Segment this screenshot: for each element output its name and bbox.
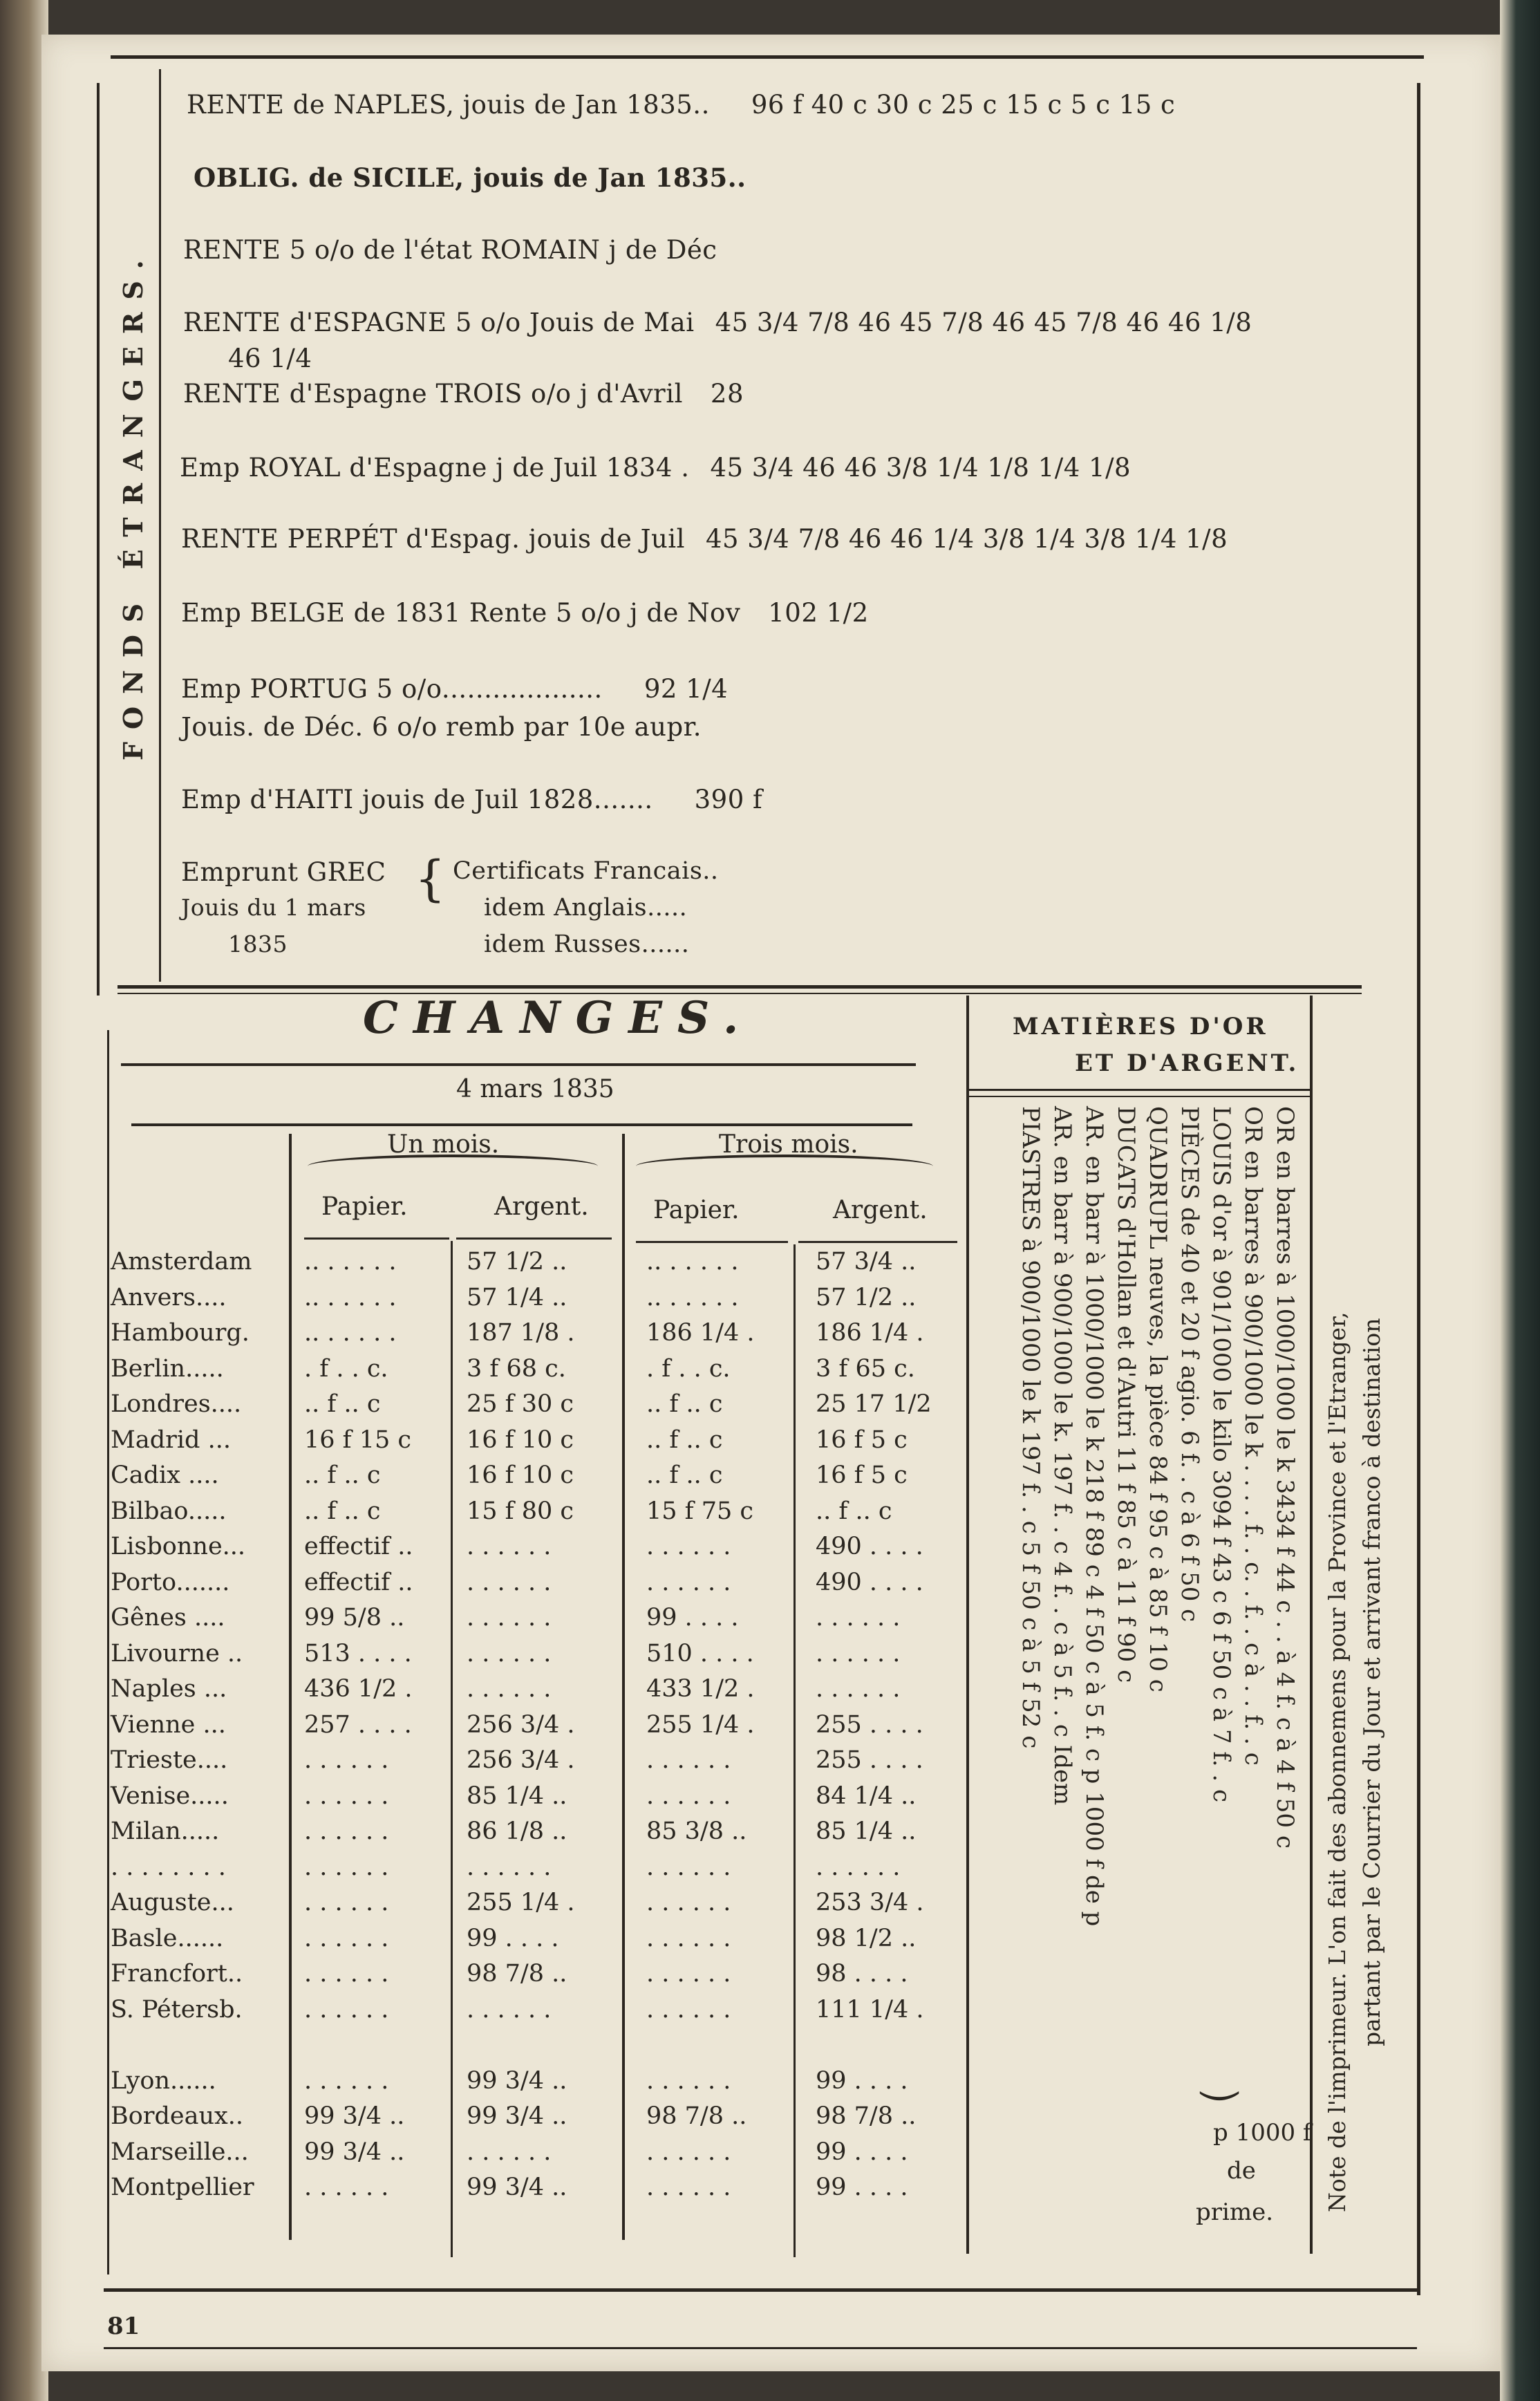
changes-title-rule [121, 1063, 916, 1066]
rate-cell: effectif .. [304, 1568, 413, 1596]
city-name: Trieste.... [111, 1746, 228, 1774]
papier-header-1: Papier. [321, 1193, 408, 1221]
rate-cell: 436 1/2 . [304, 1675, 413, 1703]
matieres-footnote-3: prime. [1196, 2198, 1274, 2226]
city-name: Amsterdam [111, 1248, 252, 1276]
city-name: Bilbao..... [111, 1497, 227, 1525]
rate-cell: . . . . . . [646, 2138, 731, 2166]
rate-cell: 57 1/4 .. [467, 1283, 567, 1311]
rate-cell: 16 f 10 c [467, 1461, 574, 1489]
matieres-line: PIASTRES à 900/1000 le k 197 f. . c 5 f 50 c à 5 f 52 c [1017, 1106, 1044, 1749]
rate-cell: . . . . . . [816, 1604, 901, 1632]
fonds-row-grec-sub2: 1835 [228, 931, 288, 957]
city-name: Porto....... [111, 1568, 230, 1596]
fonds-row-haiti: Emp d'HAITI jouis de Juil 1828....... 390 f [181, 785, 763, 814]
rate-cell: 490 . . . . [816, 1533, 923, 1560]
fonds-row-portug-sub: Jouis. de Déc. 6 o/o remb par 10e aupr. [181, 712, 702, 742]
changes-title: CHANGES. [363, 992, 754, 1044]
fonds-row-portug: Emp PORTUG 5 o/o................... 92 1/4 [181, 674, 729, 704]
fonds-row-romain: RENTE 5 o/o de l'état ROMAIN j de Déc [183, 235, 717, 265]
rate-cell: .. . . . . . [304, 1319, 397, 1347]
rate-cell: . . . . . . [646, 1746, 731, 1774]
fonds-row-sicile: OBLIG. de SICILE, jouis de Jan 1835.. [194, 162, 746, 193]
rate-cell: 256 3/4 . [467, 1710, 575, 1739]
rate-cell: 255 . . . . [816, 1746, 923, 1774]
rate-cell: 99 3/4 .. [467, 2174, 567, 2201]
rate-cell: .. . . . . . [304, 1283, 397, 1311]
rate-cell: 3 f 68 c. [467, 1354, 566, 1383]
rate-cell: 99 . . . . [467, 1924, 559, 1952]
matieres-line: DUCATS d'Hollan et d'Autri 11 f 85 c à 11 f 90 c [1112, 1106, 1140, 1683]
rate-cell: . . . . . . [816, 1639, 901, 1667]
rate-cell: 99 . . . . [816, 2066, 908, 2095]
city-name: Montpellier [111, 2174, 254, 2201]
rate-cell: 99 3/4 .. [304, 2138, 405, 2166]
rate-cell: 85 1/4 .. [816, 1818, 917, 1845]
rate-cell: 257 . . . . [304, 1710, 412, 1739]
matieres-line: AR. en barr à 900/1000 le k. 197 f. . c 4 f. . c à 5 f. . c Idem [1049, 1106, 1076, 1806]
rate-cell: 98 7/8 .. [816, 2102, 917, 2130]
bottom-rule-2 [104, 2347, 1417, 2349]
rate-cell: . . . . . . [304, 2174, 389, 2201]
rate-cell: 98 7/8 .. [467, 1960, 567, 1988]
fonds-etrangers-label: FONDS ÉTRANGERS. [118, 247, 149, 760]
rate-cell: .. f .. c [304, 1390, 381, 1418]
rate-cell: 433 1/2 . [646, 1675, 755, 1703]
right-rule [1417, 83, 1420, 2295]
rate-cell: 187 1/8 . [467, 1319, 575, 1347]
rate-cell: . . . . . . [304, 1782, 389, 1810]
papier-underline-1 [304, 1237, 449, 1240]
rate-cell: 510 . . . . [646, 1639, 754, 1667]
un-mois-header: Un mois. [387, 1130, 500, 1159]
papier-argent-rule-3 [794, 1244, 796, 2257]
matieres-line: OR en barres à 1000/1000 le k 3434 f 44 c . . à 4 f. c à 4 f 50 c [1271, 1106, 1299, 1849]
matieres-line: PIÈCES de 40 et 20 f agio. 6 f. . c à 6 f 50 c [1176, 1106, 1203, 1623]
rate-cell: 99 3/4 .. [304, 2102, 405, 2130]
grec-item-2: idem Anglais..... [484, 894, 688, 922]
rate-cell: 15 f 80 c [467, 1497, 574, 1525]
city-name: Berlin..... [111, 1354, 224, 1383]
matieres-title-1: MATIÈRES D'OR [1013, 1013, 1268, 1040]
page-mark: 81 [107, 2313, 140, 2340]
rate-cell: .. f .. c [304, 1497, 381, 1525]
city-name: Basle...... [111, 1924, 224, 1952]
fonds-row-royal: Emp ROYAL d'Espagne j de Juil 1834 . 45 3/4 46 46 3/8 1/4 1/8 1/4 1/8 [180, 453, 1131, 483]
rate-cell: 15 f 75 c [646, 1497, 754, 1525]
papier-underline-3 [636, 1241, 788, 1243]
rate-cell: 99 3/4 .. [467, 2066, 567, 2095]
fonds-row-grec-sub1: Jouis du 1 mars [181, 894, 366, 921]
matieres-line: AR. en barr à 1000/1000 le k 218 f 89 c 4 f 50 c à 5 f. c p 1000 f de p [1080, 1106, 1108, 1927]
rate-cell: . . . . . . [646, 1782, 731, 1810]
matieres-title-2: ET D'ARGENT. [1075, 1049, 1299, 1077]
trois-mois-header: Trois mois. [719, 1130, 858, 1159]
rate-cell: . . . . . . [816, 1675, 901, 1703]
printer-note-line-2: partant par le Courrier du Jour et arrivant franco à destination [1358, 1318, 1385, 2046]
rate-cell: . . . . . . [646, 1533, 731, 1560]
rate-cell: 16 f 10 c [467, 1426, 574, 1454]
argent-underline-1 [456, 1237, 612, 1240]
rate-cell: 85 1/4 .. [467, 1782, 567, 1810]
rate-cell: . . . . . . [646, 1924, 731, 1952]
city-name: Madrid ... [111, 1426, 231, 1454]
trois-mois-brace [636, 1155, 933, 1178]
rate-cell: 57 1/2 .. [467, 1248, 567, 1276]
rate-cell: 513 . . . . [304, 1639, 412, 1667]
rate-cell: . . . . . . [816, 1853, 901, 1881]
city-name: S. Pétersb. [111, 1995, 243, 2024]
argent-header-1: Argent. [494, 1193, 589, 1221]
rate-cell: . . . . . . [646, 1853, 731, 1881]
rate-cell: . f . . c. [646, 1354, 731, 1383]
rate-cell: 99 . . . . [816, 2138, 908, 2166]
argent-header-3: Argent. [833, 1196, 928, 1224]
left-rule-inner [159, 69, 161, 982]
rate-cell: 57 3/4 .. [816, 1248, 917, 1276]
city-name: Lisbonne... [111, 1533, 246, 1560]
rate-cell: . f . . c. [304, 1354, 388, 1383]
matieres-brace: ⏝ [1199, 2050, 1239, 2098]
changes-date: 4 mars 1835 [456, 1075, 614, 1103]
rate-cell: . . . . . . [304, 1960, 389, 1988]
rate-cell: . . . . . . [304, 1818, 389, 1845]
grec-item-3: idem Russes...... [484, 931, 690, 958]
rate-cell: 16 f 5 c [816, 1461, 908, 1489]
matieres-title-rule [968, 1089, 1310, 1091]
rate-cell: 99 5/8 .. [304, 1604, 405, 1632]
rate-cell: . . . . . . [304, 1924, 389, 1952]
fonds-row-espagne-trois: RENTE d'Espagne TROIS o/o j d'Avril 28 [183, 379, 744, 409]
rate-cell: .. f .. c [646, 1461, 723, 1489]
rate-cell: . . . . . . [304, 1995, 389, 2024]
rate-cell: 255 . . . . [816, 1710, 923, 1739]
rate-cell: 99 . . . . [816, 2174, 908, 2201]
rate-cell: 25 17 1/2 [816, 1390, 932, 1418]
matieres-footnote-1: p 1000 f [1213, 2119, 1312, 2147]
rate-cell: . . . . . . [646, 2174, 731, 2201]
fonds-row-naples: RENTE de NAPLES, jouis de Jan 1835.. 96 f 40 c 30 c 25 c 15 c 5 c 15 c [187, 90, 1176, 120]
rate-cell: 86 1/8 .. [467, 1818, 567, 1845]
changes-left-rule [107, 1030, 109, 2274]
rate-cell: 186 1/4 . [646, 1319, 755, 1347]
rate-cell: . . . . . . [304, 1889, 389, 1916]
rate-cell: . . . . . . [467, 1995, 552, 2024]
fonds-changes-separator [118, 985, 1362, 989]
rate-cell: 253 3/4 . [816, 1889, 924, 1916]
rate-cell: .. f .. c [304, 1461, 381, 1489]
city-name: Vienne ... [111, 1710, 226, 1739]
changes-date-rule [131, 1123, 912, 1126]
fonds-row-grec: Emprunt GREC [181, 857, 386, 887]
matieres-col-rule [966, 996, 969, 2254]
rate-cell: . . . . . . [304, 2066, 389, 2095]
rate-cell: 84 1/4 .. [816, 1782, 917, 1810]
rate-cell: .. . . . . . [646, 1283, 739, 1311]
rate-cell: 111 1/4 . [816, 1995, 924, 2024]
left-rule [97, 83, 100, 996]
rate-cell: . . . . . . [646, 1995, 731, 2024]
rate-cell: 85 3/8 .. [646, 1818, 747, 1845]
rate-cell: 57 1/2 .. [816, 1283, 917, 1311]
city-name: Lyon...... [111, 2066, 216, 2095]
fonds-row-belge: Emp BELGE de 1831 Rente 5 o/o j de Nov 102 1/2 [181, 598, 869, 628]
rate-cell: 99 . . . . [646, 1604, 739, 1632]
rate-cell: . . . . . . [467, 1639, 552, 1667]
city-name: Venise..... [111, 1782, 229, 1810]
rate-cell: 98 . . . . [816, 1960, 908, 1988]
rate-cell: 490 . . . . [816, 1568, 923, 1596]
rate-cell: .. f .. c [816, 1497, 892, 1525]
city-name: Londres.... [111, 1390, 242, 1418]
rate-cell: .. . . . . . [646, 1248, 739, 1276]
rate-cell: 256 3/4 . [467, 1746, 575, 1774]
city-name: Auguste... [111, 1889, 234, 1916]
rate-cell: 186 1/4 . [816, 1319, 924, 1347]
rate-cell: . . . . . . [467, 1568, 552, 1596]
rate-cell: . . . . . . [467, 1533, 552, 1560]
rate-cell: . . . . . . [467, 1675, 552, 1703]
matieres-line: OR en barres à 900/1000 le k . . . . f. . c. . f. . c à . . f. . c [1239, 1106, 1267, 1766]
fonds-row-espagne: RENTE d'ESPAGNE 5 o/o Jouis de Mai 45 3/4 7/8 46 45 7/8 46 45 7/8 46 46 1/8 [183, 308, 1252, 337]
matieres-footnote-2: de [1227, 2157, 1256, 2185]
grec-item-1: Certificats Francais.. [453, 857, 719, 885]
rate-cell: 16 f 15 c [304, 1426, 412, 1454]
rate-cell: . . . . . . [646, 1568, 731, 1596]
matieres-title-rule-2 [968, 1096, 1310, 1097]
rate-cell: 3 f 65 c. [816, 1354, 915, 1383]
fonds-row-espagne-cont: 46 1/4 [228, 344, 312, 373]
papier-argent-rule-1 [451, 1241, 453, 2257]
book-edge [1500, 0, 1540, 2401]
rate-cell: 25 f 30 c [467, 1390, 574, 1418]
city-name: Bordeaux.. [111, 2102, 244, 2130]
city-name: . . . . . . . . [111, 1853, 226, 1881]
rate-cell: . . . . . . [646, 1960, 731, 1988]
rate-cell: . . . . . . [646, 1889, 731, 1916]
rate-cell: 99 3/4 .. [467, 2102, 567, 2130]
fonds-row-perpet: RENTE PERPÉT d'Espag. jouis de Juil 45 3/4 7/8 46 46 1/4 3/8 1/4 3/8 1/4 1/8 [181, 524, 1228, 554]
city-col-rule [289, 1134, 292, 2240]
argent-underline-3 [798, 1241, 957, 1243]
rate-cell: . . . . . . [467, 1604, 552, 1632]
city-name: Francfort.. [111, 1960, 243, 1988]
rate-cell: .. f .. c [646, 1426, 723, 1454]
note-col-rule [1310, 996, 1313, 2254]
rate-cell: 98 7/8 .. [646, 2102, 747, 2130]
city-name: Gênes .... [111, 1604, 225, 1632]
printer-note-line-1: Note de l'imprimeur. L'on fait des abonnemens pour la Province et l'Etranger, [1324, 1311, 1351, 2212]
rate-cell: effectif .. [304, 1533, 413, 1560]
bottom-rule-1 [104, 2288, 1417, 2292]
matieres-line: LOUIS d'or à 901/1000 le kilo 3094 f 43 c 6 f 50 c à 7 f. . c [1208, 1106, 1235, 1803]
grec-brace: { [415, 850, 446, 907]
rate-cell: . . . . . . [467, 1853, 552, 1881]
city-name: Naples ... [111, 1675, 227, 1703]
rate-cell: 98 1/2 .. [816, 1924, 917, 1952]
rate-cell: . . . . . . [646, 2066, 731, 2095]
top-rule [111, 55, 1424, 59]
rate-cell: . . . . . . [467, 2138, 552, 2166]
city-name: Milan..... [111, 1818, 220, 1845]
rate-cell: .. . . . . . [304, 1248, 397, 1276]
matieres-line: QUADRUPL neuves, la pièce 84 f 95 c à 85 f 10 c [1144, 1106, 1172, 1692]
un-mois-brace [308, 1155, 598, 1178]
rate-cell: .. f .. c [646, 1390, 723, 1418]
city-name: Hambourg. [111, 1319, 250, 1347]
papier-header-3: Papier. [653, 1196, 740, 1224]
rate-cell: 255 1/4 . [646, 1710, 755, 1739]
rate-cell: . . . . . . [304, 1853, 389, 1881]
city-name: Marseille... [111, 2138, 249, 2166]
city-name: Livourne .. [111, 1639, 243, 1667]
rate-cell: 255 1/4 . [467, 1889, 575, 1916]
city-name: Cadix .... [111, 1461, 219, 1489]
city-name: Anvers.... [111, 1283, 227, 1311]
rate-cell: 16 f 5 c [816, 1426, 908, 1454]
rate-cell: . . . . . . [304, 1746, 389, 1774]
un-mois-col-rule [622, 1134, 625, 2240]
